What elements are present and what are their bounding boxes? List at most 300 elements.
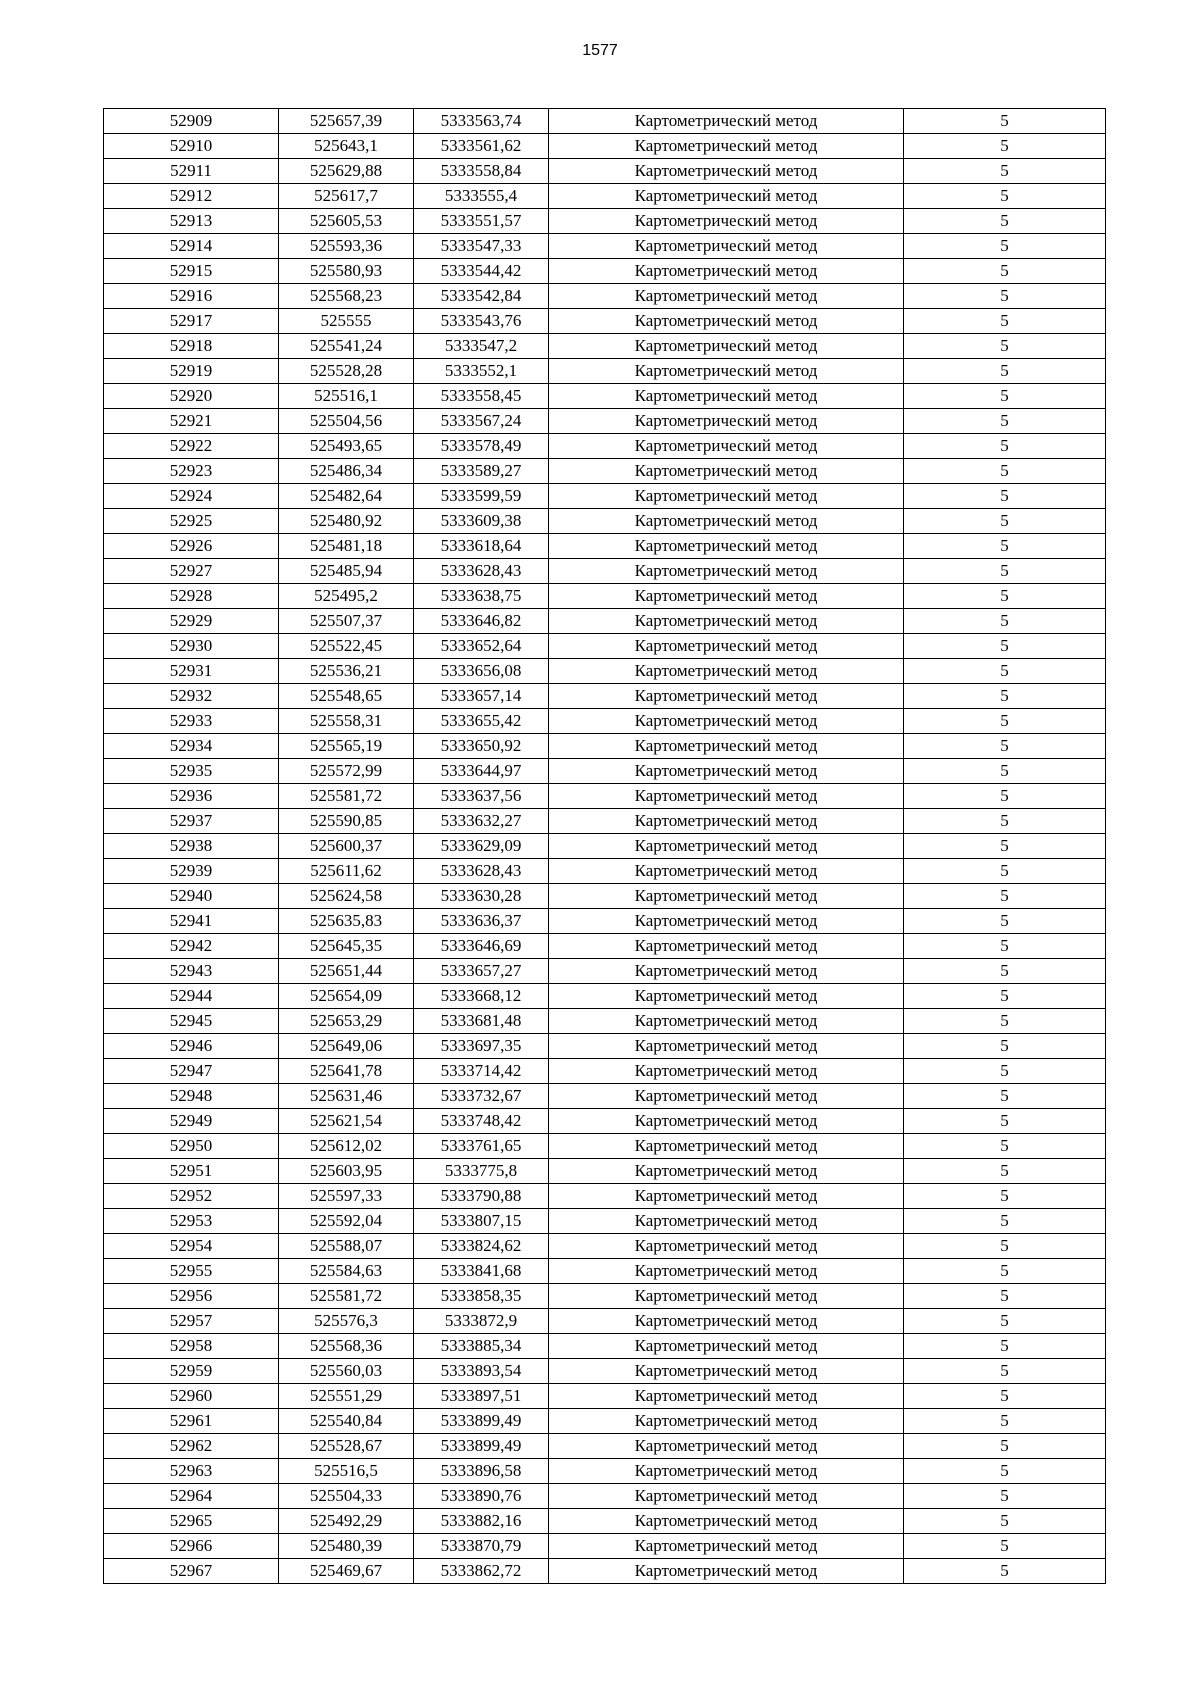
x-coordinate-cell: 525611,62	[279, 859, 414, 884]
accuracy-cell: 5	[904, 909, 1106, 934]
x-coordinate-cell: 525572,99	[279, 759, 414, 784]
method-cell: Картометрический метод	[549, 559, 904, 584]
method-cell: Картометрический метод	[549, 234, 904, 259]
point-number-cell: 52916	[104, 284, 279, 309]
method-cell: Картометрический метод	[549, 1259, 904, 1284]
x-coordinate-cell: 525548,65	[279, 684, 414, 709]
point-number-cell: 52924	[104, 484, 279, 509]
table-row	[104, 334, 1106, 359]
accuracy-cell: 5	[904, 1084, 1106, 1109]
table-row	[104, 909, 1106, 934]
point-number-cell: 52956	[104, 1284, 279, 1309]
x-coordinate-cell: 525617,7	[279, 184, 414, 209]
method-cell: Картометрический метод	[549, 409, 904, 434]
x-coordinate-cell: 525485,94	[279, 559, 414, 584]
table-row	[104, 659, 1106, 684]
coordinates-table-body	[104, 109, 1106, 1584]
point-number-cell: 52913	[104, 209, 279, 234]
accuracy-cell: 5	[904, 1434, 1106, 1459]
method-cell: Картометрический метод	[549, 1484, 904, 1509]
point-number-cell: 52965	[104, 1509, 279, 1534]
method-cell: Картометрический метод	[549, 809, 904, 834]
table-row	[104, 884, 1106, 909]
point-number-cell: 52929	[104, 609, 279, 634]
y-coordinate-cell: 5333732,67	[414, 1084, 549, 1109]
table-row	[104, 1284, 1106, 1309]
accuracy-cell: 5	[904, 1334, 1106, 1359]
accuracy-cell: 5	[904, 609, 1106, 634]
table-row	[104, 384, 1106, 409]
point-number-cell: 52955	[104, 1259, 279, 1284]
point-number-cell: 52923	[104, 459, 279, 484]
accuracy-cell: 5	[904, 859, 1106, 884]
accuracy-cell: 5	[904, 684, 1106, 709]
accuracy-cell: 5	[904, 184, 1106, 209]
x-coordinate-cell: 525603,95	[279, 1159, 414, 1184]
y-coordinate-cell: 5333657,14	[414, 684, 549, 709]
accuracy-cell: 5	[904, 1359, 1106, 1384]
accuracy-cell: 5	[904, 1209, 1106, 1234]
accuracy-cell: 5	[904, 934, 1106, 959]
x-coordinate-cell: 525551,29	[279, 1384, 414, 1409]
table-row	[104, 409, 1106, 434]
table-row	[104, 709, 1106, 734]
y-coordinate-cell: 5333870,79	[414, 1534, 549, 1559]
x-coordinate-cell: 525555	[279, 309, 414, 334]
y-coordinate-cell: 5333589,27	[414, 459, 549, 484]
accuracy-cell: 5	[904, 1509, 1106, 1534]
method-cell: Картометрический метод	[549, 1509, 904, 1534]
x-coordinate-cell: 525651,44	[279, 959, 414, 984]
accuracy-cell: 5	[904, 1284, 1106, 1309]
accuracy-cell: 5	[904, 984, 1106, 1009]
table-row	[104, 1084, 1106, 1109]
y-coordinate-cell: 5333644,97	[414, 759, 549, 784]
x-coordinate-cell: 525522,45	[279, 634, 414, 659]
x-coordinate-cell: 525540,84	[279, 1409, 414, 1434]
x-coordinate-cell: 525629,88	[279, 159, 414, 184]
point-number-cell: 52931	[104, 659, 279, 684]
y-coordinate-cell: 5333650,92	[414, 734, 549, 759]
point-number-cell: 52953	[104, 1209, 279, 1234]
point-number-cell: 52962	[104, 1434, 279, 1459]
method-cell: Картометрический метод	[549, 1384, 904, 1409]
table-row	[104, 1509, 1106, 1534]
method-cell: Картометрический метод	[549, 259, 904, 284]
y-coordinate-cell: 5333896,58	[414, 1459, 549, 1484]
accuracy-cell: 5	[904, 1309, 1106, 1334]
x-coordinate-cell: 525493,65	[279, 434, 414, 459]
point-number-cell: 52937	[104, 809, 279, 834]
method-cell: Картометрический метод	[549, 1184, 904, 1209]
method-cell: Картометрический метод	[549, 1234, 904, 1259]
table-row	[104, 1059, 1106, 1084]
point-number-cell: 52917	[104, 309, 279, 334]
x-coordinate-cell: 525480,92	[279, 509, 414, 534]
accuracy-cell: 5	[904, 434, 1106, 459]
x-coordinate-cell: 525580,93	[279, 259, 414, 284]
accuracy-cell: 5	[904, 1059, 1106, 1084]
x-coordinate-cell: 525581,72	[279, 1284, 414, 1309]
point-number-cell: 52946	[104, 1034, 279, 1059]
y-coordinate-cell: 5333656,08	[414, 659, 549, 684]
y-coordinate-cell: 5333668,12	[414, 984, 549, 1009]
method-cell: Картометрический метод	[549, 934, 904, 959]
method-cell: Картометрический метод	[549, 1559, 904, 1584]
table-row	[104, 934, 1106, 959]
method-cell: Картометрический метод	[549, 134, 904, 159]
point-number-cell: 52957	[104, 1309, 279, 1334]
point-number-cell: 52945	[104, 1009, 279, 1034]
point-number-cell: 52940	[104, 884, 279, 909]
method-cell: Картометрический метод	[549, 184, 904, 209]
point-number-cell: 52925	[104, 509, 279, 534]
method-cell: Картометрический метод	[549, 384, 904, 409]
y-coordinate-cell: 5333563,74	[414, 109, 549, 134]
y-coordinate-cell: 5333632,27	[414, 809, 549, 834]
y-coordinate-cell: 5333552,1	[414, 359, 549, 384]
y-coordinate-cell: 5333628,43	[414, 859, 549, 884]
x-coordinate-cell: 525649,06	[279, 1034, 414, 1059]
method-cell: Картометрический метод	[549, 159, 904, 184]
accuracy-cell: 5	[904, 559, 1106, 584]
y-coordinate-cell: 5333542,84	[414, 284, 549, 309]
table-row	[104, 959, 1106, 984]
table-row	[104, 1534, 1106, 1559]
accuracy-cell: 5	[904, 1034, 1106, 1059]
table-row	[104, 1259, 1106, 1284]
table-row	[104, 359, 1106, 384]
x-coordinate-cell: 525536,21	[279, 659, 414, 684]
y-coordinate-cell: 5333629,09	[414, 834, 549, 859]
x-coordinate-cell: 525645,35	[279, 934, 414, 959]
point-number-cell: 52936	[104, 784, 279, 809]
x-coordinate-cell: 525576,3	[279, 1309, 414, 1334]
point-number-cell: 52921	[104, 409, 279, 434]
method-cell: Картометрический метод	[549, 984, 904, 1009]
table-row	[104, 234, 1106, 259]
table-row	[104, 1309, 1106, 1334]
y-coordinate-cell: 5333862,72	[414, 1559, 549, 1584]
y-coordinate-cell: 5333885,34	[414, 1334, 549, 1359]
x-coordinate-cell: 525593,36	[279, 234, 414, 259]
method-cell: Картометрический метод	[549, 1434, 904, 1459]
table-row	[104, 1384, 1106, 1409]
method-cell: Картометрический метод	[549, 1409, 904, 1434]
point-number-cell: 52915	[104, 259, 279, 284]
table-row	[104, 1009, 1106, 1034]
table-row	[104, 1109, 1106, 1134]
point-number-cell: 52939	[104, 859, 279, 884]
x-coordinate-cell: 525480,39	[279, 1534, 414, 1559]
point-number-cell: 52935	[104, 759, 279, 784]
table-row	[104, 109, 1106, 134]
y-coordinate-cell: 5333652,64	[414, 634, 549, 659]
x-coordinate-cell: 525588,07	[279, 1234, 414, 1259]
y-coordinate-cell: 5333681,48	[414, 1009, 549, 1034]
x-coordinate-cell: 525654,09	[279, 984, 414, 1009]
point-number-cell: 52961	[104, 1409, 279, 1434]
y-coordinate-cell: 5333567,24	[414, 409, 549, 434]
point-number-cell: 52960	[104, 1384, 279, 1409]
method-cell: Картометрический метод	[549, 734, 904, 759]
table-row	[104, 1334, 1106, 1359]
x-coordinate-cell: 525631,46	[279, 1084, 414, 1109]
point-number-cell: 52910	[104, 134, 279, 159]
accuracy-cell: 5	[904, 234, 1106, 259]
x-coordinate-cell: 525528,28	[279, 359, 414, 384]
accuracy-cell: 5	[904, 709, 1106, 734]
method-cell: Картометрический метод	[549, 759, 904, 784]
y-coordinate-cell: 5333897,51	[414, 1384, 549, 1409]
y-coordinate-cell: 5333544,42	[414, 259, 549, 284]
accuracy-cell: 5	[904, 1534, 1106, 1559]
accuracy-cell: 5	[904, 259, 1106, 284]
table-row	[104, 484, 1106, 509]
accuracy-cell: 5	[904, 734, 1106, 759]
accuracy-cell: 5	[904, 1159, 1106, 1184]
y-coordinate-cell: 5333543,76	[414, 309, 549, 334]
method-cell: Картометрический метод	[549, 109, 904, 134]
point-number-cell: 52941	[104, 909, 279, 934]
point-number-cell: 52922	[104, 434, 279, 459]
x-coordinate-cell: 525504,33	[279, 1484, 414, 1509]
accuracy-cell: 5	[904, 1134, 1106, 1159]
page-number: 1577	[582, 42, 618, 59]
x-coordinate-cell: 525492,29	[279, 1509, 414, 1534]
method-cell: Картометрический метод	[549, 959, 904, 984]
x-coordinate-cell: 525581,72	[279, 784, 414, 809]
accuracy-cell: 5	[904, 634, 1106, 659]
method-cell: Картометрический метод	[549, 1034, 904, 1059]
point-number-cell: 52926	[104, 534, 279, 559]
accuracy-cell: 5	[904, 109, 1106, 134]
y-coordinate-cell: 5333609,38	[414, 509, 549, 534]
table-row	[104, 284, 1106, 309]
method-cell: Картометрический метод	[549, 1209, 904, 1234]
y-coordinate-cell: 5333547,2	[414, 334, 549, 359]
point-number-cell: 52967	[104, 1559, 279, 1584]
x-coordinate-cell: 525612,02	[279, 1134, 414, 1159]
point-number-cell: 52919	[104, 359, 279, 384]
y-coordinate-cell: 5333890,76	[414, 1484, 549, 1509]
point-number-cell: 52952	[104, 1184, 279, 1209]
accuracy-cell: 5	[904, 309, 1106, 334]
method-cell: Картометрический метод	[549, 1284, 904, 1309]
y-coordinate-cell: 5333638,75	[414, 584, 549, 609]
y-coordinate-cell: 5333657,27	[414, 959, 549, 984]
x-coordinate-cell: 525653,29	[279, 1009, 414, 1034]
point-number-cell: 52944	[104, 984, 279, 1009]
method-cell: Картометрический метод	[549, 459, 904, 484]
table-row	[104, 1134, 1106, 1159]
y-coordinate-cell: 5333630,28	[414, 884, 549, 909]
accuracy-cell: 5	[904, 484, 1106, 509]
x-coordinate-cell: 525621,54	[279, 1109, 414, 1134]
y-coordinate-cell: 5333697,35	[414, 1034, 549, 1059]
table-row	[104, 1559, 1106, 1584]
y-coordinate-cell: 5333841,68	[414, 1259, 549, 1284]
point-number-cell: 52909	[104, 109, 279, 134]
method-cell: Картометрический метод	[549, 284, 904, 309]
x-coordinate-cell: 525560,03	[279, 1359, 414, 1384]
x-coordinate-cell: 525507,37	[279, 609, 414, 634]
accuracy-cell: 5	[904, 1109, 1106, 1134]
accuracy-cell: 5	[904, 334, 1106, 359]
point-number-cell: 52966	[104, 1534, 279, 1559]
accuracy-cell: 5	[904, 134, 1106, 159]
x-coordinate-cell: 525565,19	[279, 734, 414, 759]
table-row	[104, 984, 1106, 1009]
point-number-cell: 52954	[104, 1234, 279, 1259]
x-coordinate-cell: 525558,31	[279, 709, 414, 734]
table-row	[104, 209, 1106, 234]
method-cell: Картометрический метод	[549, 609, 904, 634]
point-number-cell: 52928	[104, 584, 279, 609]
point-number-cell: 52949	[104, 1109, 279, 1134]
x-coordinate-cell: 525657,39	[279, 109, 414, 134]
accuracy-cell: 5	[904, 359, 1106, 384]
point-number-cell: 52948	[104, 1084, 279, 1109]
accuracy-cell: 5	[904, 459, 1106, 484]
y-coordinate-cell: 5333646,82	[414, 609, 549, 634]
point-number-cell: 52927	[104, 559, 279, 584]
point-number-cell: 52943	[104, 959, 279, 984]
y-coordinate-cell: 5333775,8	[414, 1159, 549, 1184]
x-coordinate-cell: 525481,18	[279, 534, 414, 559]
y-coordinate-cell: 5333790,88	[414, 1184, 549, 1209]
table-row	[104, 309, 1106, 334]
x-coordinate-cell: 525541,24	[279, 334, 414, 359]
method-cell: Картометрический метод	[549, 784, 904, 809]
y-coordinate-cell: 5333561,62	[414, 134, 549, 159]
point-number-cell: 52934	[104, 734, 279, 759]
accuracy-cell: 5	[904, 1184, 1106, 1209]
accuracy-cell: 5	[904, 809, 1106, 834]
accuracy-cell: 5	[904, 509, 1106, 534]
table-row	[104, 834, 1106, 859]
x-coordinate-cell: 525590,85	[279, 809, 414, 834]
x-coordinate-cell: 525592,04	[279, 1209, 414, 1234]
method-cell: Картометрический метод	[549, 1134, 904, 1159]
method-cell: Картометрический метод	[549, 1534, 904, 1559]
accuracy-cell: 5	[904, 284, 1106, 309]
accuracy-cell: 5	[904, 409, 1106, 434]
table-row	[104, 459, 1106, 484]
table-row	[104, 634, 1106, 659]
x-coordinate-cell: 525504,56	[279, 409, 414, 434]
table-row	[104, 809, 1106, 834]
accuracy-cell: 5	[904, 884, 1106, 909]
method-cell: Картометрический метод	[549, 1359, 904, 1384]
method-cell: Картометрический метод	[549, 1059, 904, 1084]
accuracy-cell: 5	[904, 1259, 1106, 1284]
accuracy-cell: 5	[904, 834, 1106, 859]
method-cell: Картометрический метод	[549, 1109, 904, 1134]
method-cell: Картометрический метод	[549, 309, 904, 334]
method-cell: Картометрический метод	[549, 709, 904, 734]
method-cell: Картометрический метод	[549, 659, 904, 684]
x-coordinate-cell: 525469,67	[279, 1559, 414, 1584]
accuracy-cell: 5	[904, 1009, 1106, 1034]
method-cell: Картометрический метод	[549, 1159, 904, 1184]
accuracy-cell: 5	[904, 1559, 1106, 1584]
y-coordinate-cell: 5333636,37	[414, 909, 549, 934]
table-row	[104, 784, 1106, 809]
y-coordinate-cell: 5333547,33	[414, 234, 549, 259]
point-number-cell: 52932	[104, 684, 279, 709]
table-row	[104, 1484, 1106, 1509]
y-coordinate-cell: 5333714,42	[414, 1059, 549, 1084]
y-coordinate-cell: 5333761,65	[414, 1134, 549, 1159]
y-coordinate-cell: 5333555,4	[414, 184, 549, 209]
accuracy-cell: 5	[904, 384, 1106, 409]
method-cell: Картометрический метод	[549, 834, 904, 859]
table-row	[104, 734, 1106, 759]
table-row	[104, 1234, 1106, 1259]
table-row	[104, 759, 1106, 784]
accuracy-cell: 5	[904, 759, 1106, 784]
table-row	[104, 434, 1106, 459]
y-coordinate-cell: 5333882,16	[414, 1509, 549, 1534]
point-number-cell: 52911	[104, 159, 279, 184]
method-cell: Картометрический метод	[549, 1009, 904, 1034]
point-number-cell: 52933	[104, 709, 279, 734]
accuracy-cell: 5	[904, 1384, 1106, 1409]
y-coordinate-cell: 5333899,49	[414, 1409, 549, 1434]
point-number-cell: 52912	[104, 184, 279, 209]
x-coordinate-cell: 525516,5	[279, 1459, 414, 1484]
x-coordinate-cell: 525568,23	[279, 284, 414, 309]
y-coordinate-cell: 5333872,9	[414, 1309, 549, 1334]
y-coordinate-cell: 5333824,62	[414, 1234, 549, 1259]
accuracy-cell: 5	[904, 209, 1106, 234]
method-cell: Картометрический метод	[549, 884, 904, 909]
y-coordinate-cell: 5333807,15	[414, 1209, 549, 1234]
point-number-cell: 52950	[104, 1134, 279, 1159]
table-row	[104, 1409, 1106, 1434]
table-row	[104, 609, 1106, 634]
accuracy-cell: 5	[904, 1409, 1106, 1434]
method-cell: Картометрический метод	[549, 484, 904, 509]
y-coordinate-cell: 5333599,59	[414, 484, 549, 509]
y-coordinate-cell: 5333618,64	[414, 534, 549, 559]
table-row	[104, 259, 1106, 284]
method-cell: Картометрический метод	[549, 334, 904, 359]
x-coordinate-cell: 525528,67	[279, 1434, 414, 1459]
y-coordinate-cell: 5333551,57	[414, 209, 549, 234]
y-coordinate-cell: 5333748,42	[414, 1109, 549, 1134]
table-row	[104, 584, 1106, 609]
method-cell: Картометрический метод	[549, 1084, 904, 1109]
method-cell: Картометрический метод	[549, 1459, 904, 1484]
table-row	[104, 1209, 1106, 1234]
table-row	[104, 859, 1106, 884]
x-coordinate-cell: 525568,36	[279, 1334, 414, 1359]
point-number-cell: 52942	[104, 934, 279, 959]
method-cell: Картометрический метод	[549, 684, 904, 709]
y-coordinate-cell: 5333637,56	[414, 784, 549, 809]
method-cell: Картометрический метод	[549, 909, 904, 934]
y-coordinate-cell: 5333578,49	[414, 434, 549, 459]
point-number-cell: 52938	[104, 834, 279, 859]
point-number-cell: 52914	[104, 234, 279, 259]
table-row	[104, 1184, 1106, 1209]
accuracy-cell: 5	[904, 1459, 1106, 1484]
table-row	[104, 1159, 1106, 1184]
point-number-cell: 52958	[104, 1334, 279, 1359]
table-row	[104, 184, 1106, 209]
